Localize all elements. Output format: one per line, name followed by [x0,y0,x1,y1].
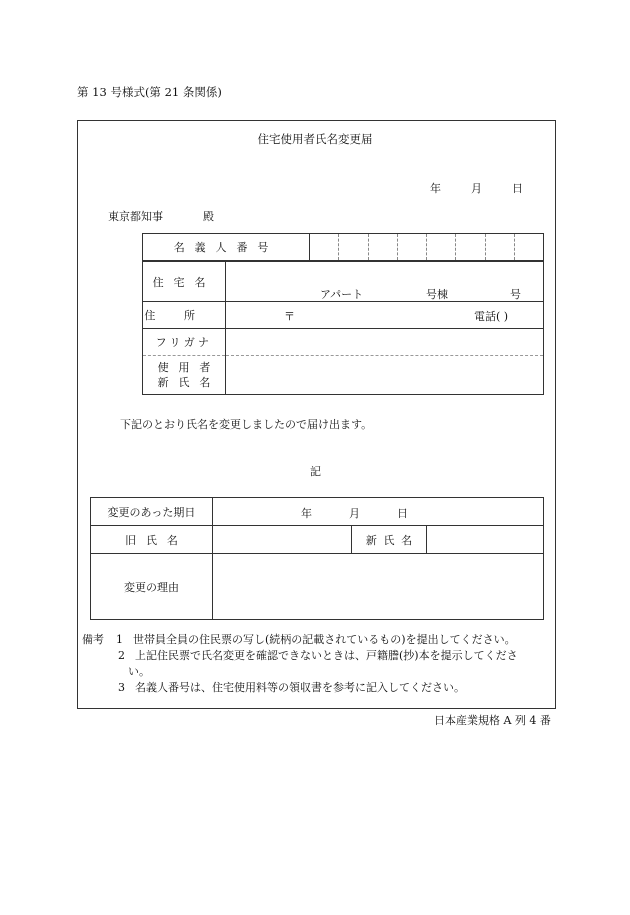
nominee-digit-7[interactable] [485,234,514,261]
new-name-label-cell-2 [352,526,427,554]
date-day-label: 日 [512,182,523,195]
footer-standard: 日本産業規格 A 列 4 番 [434,714,551,727]
nominee-digit-5[interactable] [427,234,456,261]
reason-label: 変更の理由 [124,580,179,594]
house-name-label-cell [143,262,226,302]
change-table [90,497,544,620]
addressee [108,208,214,224]
note-3-num: 3 [118,681,125,694]
notes [82,632,518,696]
furigana-label-cell [143,329,226,356]
old-name-label-cell [91,526,213,554]
nominee-digit-2[interactable] [339,234,368,261]
applicant-table [142,261,544,395]
nominee-number-table [142,233,544,261]
address-label-cell [143,302,226,329]
change-date-label: 変更のあった期日 [107,505,196,519]
apartment-label: アパート [320,288,364,301]
new-name-field[interactable] [226,356,544,395]
note-1-text: 世帯員全員の住民票の写し(続柄の記載されているもの)を提出してください。 [133,633,516,646]
postal-mark: 〒 [284,310,295,323]
nominee-number-label: 名義人番号 [173,241,279,254]
house-name-label: 住宅名 [152,275,216,289]
new-name-label-line1: 使用者 [157,361,221,374]
change-date-month: 月 [349,507,360,520]
furigana-field[interactable] [226,329,544,356]
room-label: 号 [510,288,521,301]
new-name-label-2: 新氏名 [365,533,419,547]
note-2-cont: い。 [128,665,150,678]
new-name-field-2[interactable] [427,526,544,554]
note-2-num: 2 [118,649,125,662]
form-number: 第 13 号様式(第 21 条関係) [77,85,222,99]
reason-field[interactable] [213,554,544,620]
ki-label: 記 [310,465,321,478]
old-name-label: 旧氏名 [125,533,188,547]
phone-label: 電話( ) [474,310,509,323]
nominee-digit-1[interactable] [310,234,339,261]
change-date-day: 日 [397,507,408,520]
reason-label-cell [91,554,213,620]
address-field[interactable] [226,302,544,329]
addressee-name: 東京都知事 [108,210,163,223]
form-title: 住宅使用者氏名変更届 [257,132,373,146]
addressee-honorific: 殿 [203,210,214,223]
change-date-label-cell [91,498,213,526]
note-2-text: 上記住民票で氏名変更を確認できないときは、戸籍謄(抄)本を提示してくださ [135,649,518,662]
new-name-label-cell [143,356,226,395]
note-3-text: 名義人番号は、住宅使用料等の領収書を参考に記入してください。 [135,681,465,694]
nominee-digit-6[interactable] [456,234,485,261]
date-line [430,180,523,196]
new-name-label-line2: 新氏名 [157,376,221,389]
date-month-label: 月 [471,182,482,195]
nominee-digit-8[interactable] [514,234,543,261]
change-date-field[interactable] [213,498,544,526]
building-label: 号棟 [426,288,448,301]
note-1-num: 1 [116,633,123,646]
nominee-digit-4[interactable] [397,234,426,261]
nominee-digit-3[interactable] [368,234,397,261]
change-date-year: 年 [301,507,312,520]
date-year-label: 年 [430,182,441,195]
notes-heading: 備考 [82,633,104,646]
statement: 下記のとおり氏名を変更しましたので届け出ます。 [120,418,373,431]
old-name-field[interactable] [213,526,352,554]
house-name-field[interactable] [226,262,544,302]
nominee-number-label-cell [143,234,310,261]
address-label: 住所 [144,309,224,322]
furigana-label: フリガナ [155,336,213,349]
